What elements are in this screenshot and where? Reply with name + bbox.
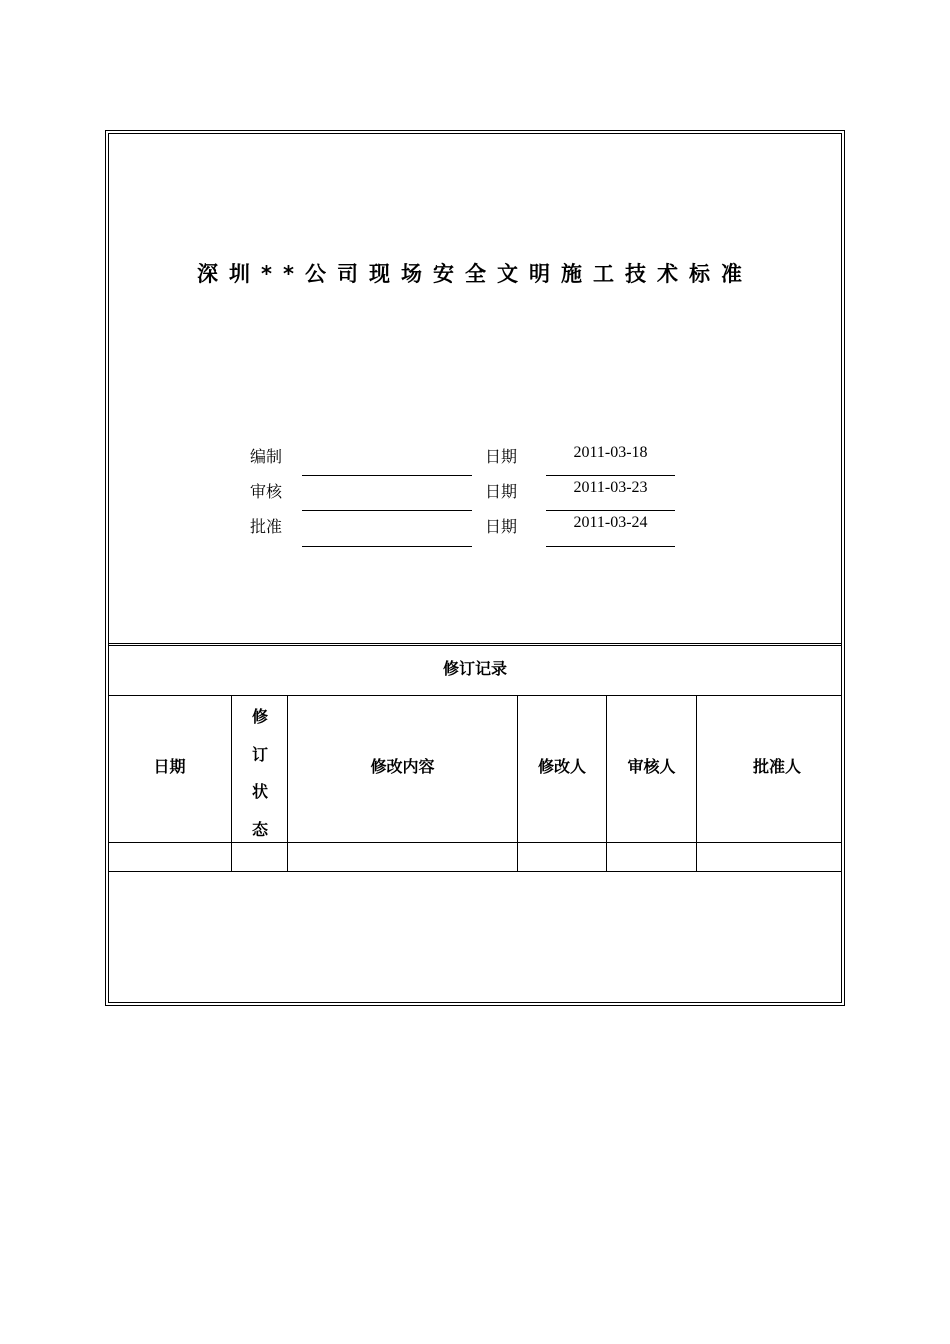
table-header-top-border (108, 695, 842, 696)
column-header-revision-status (232, 698, 288, 848)
document-title: 深圳**公司现场安全文明施工技术标准 (197, 262, 753, 286)
date-value-review: 2011-03-23 (573, 479, 648, 496)
column-divider (606, 695, 607, 872)
column-divider (517, 695, 518, 872)
date-label-review: 日期 (485, 482, 518, 501)
date-value-compile: 2011-03-18 (573, 444, 648, 461)
table-row-bottom-border (108, 871, 842, 872)
column-header-approver: 批准人 (752, 757, 801, 776)
revision-status-char: 态 (251, 819, 268, 839)
revision-status-char: 订 (251, 744, 268, 764)
column-divider (696, 695, 697, 872)
column-header-date: 日期 (153, 757, 186, 776)
signature-line-compile[interactable] (302, 475, 472, 476)
signature-line-review[interactable] (302, 510, 472, 511)
date-value-approve: 2011-03-24 (573, 514, 648, 531)
column-header-content: 修改内容 (370, 757, 435, 776)
date-label-compile: 日期 (485, 447, 518, 466)
signature-line-approve[interactable] (302, 546, 472, 547)
signature-label-review: 审核 (250, 482, 283, 501)
revision-status-char: 状 (251, 782, 268, 801)
revision-record-title: 修订记录 (442, 659, 507, 678)
column-header-reviewer: 审核人 (627, 757, 676, 776)
date-label-approve: 日期 (485, 517, 518, 536)
table-header-bottom-border (108, 842, 842, 843)
date-line-review (546, 510, 675, 511)
date-line-approve (546, 546, 675, 547)
date-line-compile (546, 475, 675, 476)
column-header-modifier: 修改人 (537, 757, 586, 776)
section-divider (108, 643, 842, 646)
signature-label-approve: 批准 (250, 517, 283, 536)
revision-status-char: 修 (251, 707, 268, 726)
signature-label-compile: 编制 (250, 447, 283, 466)
